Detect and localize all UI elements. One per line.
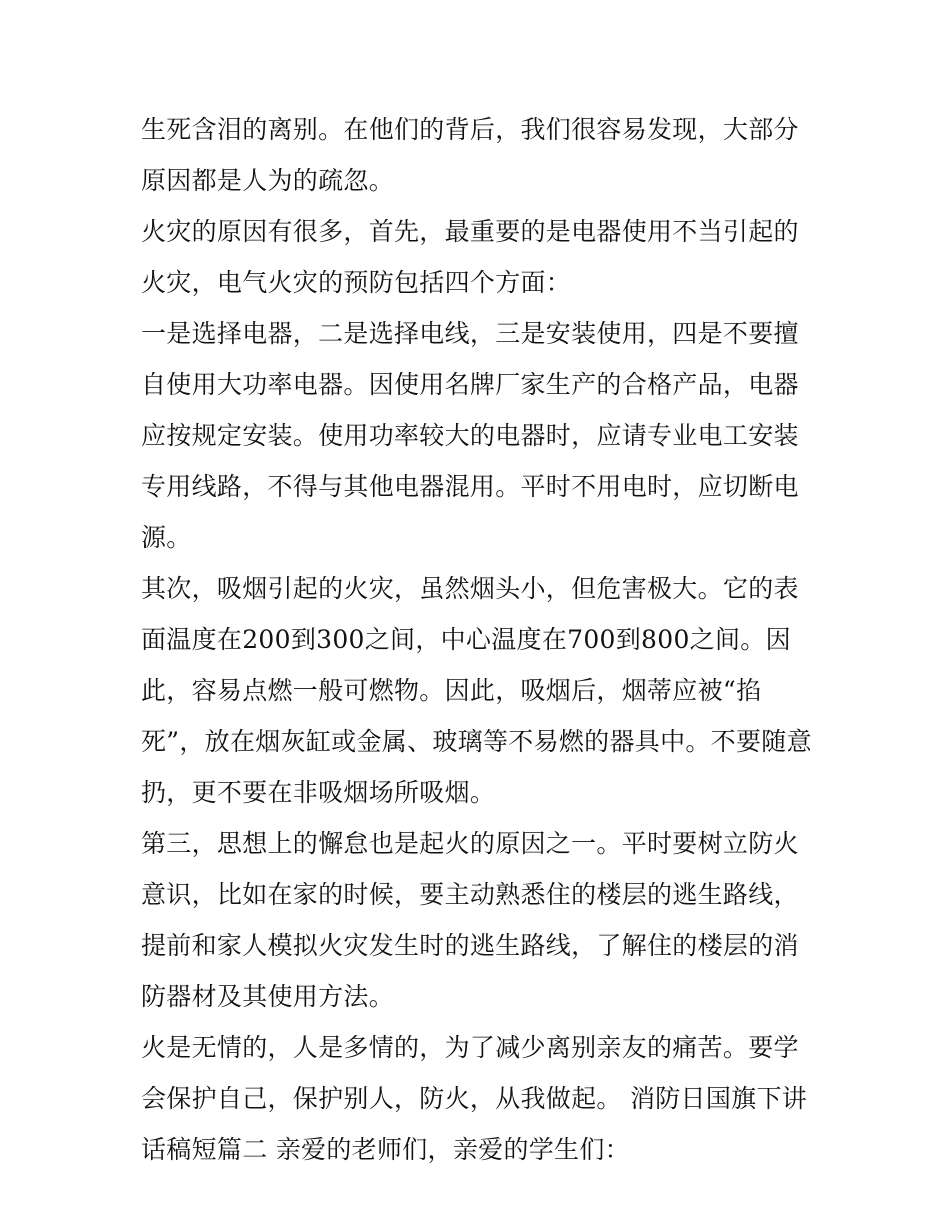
paragraph: 其次，吸烟引起的火灾，虽然烟头小，但危害极大。它的表面温度在200到300之间，中心温度在700到800之间。因此，容易点燃一般可燃物。因此，吸烟后，烟蒂应被“掐死”，放在烟灰缸或金属、玻璃等不易燃的器具中。不要随意扔，更不要在非吸烟场所吸烟。: [141, 574, 812, 807]
body-text: [141, 104, 813, 1175]
paragraph: 第三，思想上的懈怠也是起火的原因之一。平时要树立防火意识，比如在家的时候，要主动熟悉住的楼层的逃生路线，提前和家人模拟火灾发生时的逃生路线，了解住的楼层的消防器材及其使用方法。: [141, 829, 799, 1011]
paragraph: 一是选择电器，二是选择电线，三是安装使用，四是不要擅自使用大功率电器。因使用名牌厂家生产的合格产品，电器应按规定安装。使用功率较大的电器时，应请专业电工安装专用线路，不得与其他电器混用。平时不用电时，应切断电源。: [141, 319, 799, 552]
paragraph: 生死含泪的离别。在他们的背后，我们很容易发现，大部分原因都是人为的疏忽。: [141, 115, 799, 195]
paragraph: 火是无情的，人是多情的，为了减少离别亲友的痛苦。要学会保护自己，保护别人，防火，从我做起。 消防日国旗下讲话稿短篇二 亲爱的老师们，亲爱的学生们：: [141, 1033, 808, 1164]
paragraph: 火灾的原因有很多，首先，最重要的是电器使用不当引起的火灾，电气火灾的预防包括四个方面：: [141, 217, 799, 297]
